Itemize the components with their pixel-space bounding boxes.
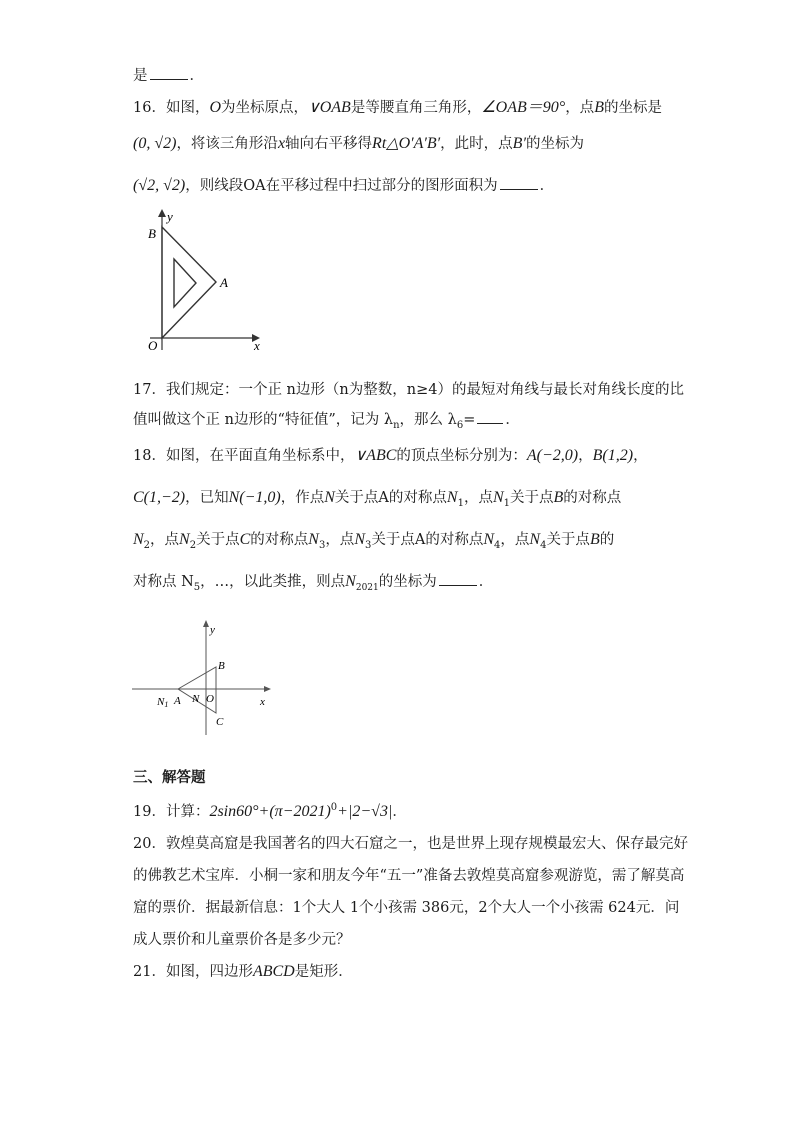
x-axis-arrow <box>264 686 271 692</box>
label-y: y <box>167 209 173 224</box>
q16-line-3: (√2, √2)，则线段OA在平移过程中扫过部分的图形面积为 ． <box>133 177 555 194</box>
label-x: x <box>260 696 265 708</box>
q17-line-2: 值叫做这个正 n边形的“特征值”，记为 $\lambda_n$，那么 $\lambda_6=$ ． <box>133 412 520 431</box>
label-O: O <box>206 693 214 705</box>
answer-blank <box>150 67 188 80</box>
label-N: N <box>192 693 200 705</box>
label-C: C <box>216 716 224 728</box>
q17-line-1: 17．我们规定：一个正 n边形（n为整数，n≥4）的最短对角线与最长对角线长度的比 <box>133 382 684 398</box>
q16-figure <box>130 205 270 355</box>
q18-line-1: 18．如图，在平面直角坐标系中，∨ABC的顶点坐标分别为：A(−2,0)，B(1,2)， <box>133 447 648 464</box>
y-axis-arrow <box>203 620 209 627</box>
answer-blank <box>500 177 538 190</box>
answer-blank <box>439 573 477 586</box>
q21-line: 21．如图，四边形ABCD是矩形． <box>133 963 353 980</box>
label-O: O <box>148 338 158 353</box>
triangle-abc <box>178 667 216 713</box>
label-A: A <box>174 695 181 707</box>
label-x: x <box>254 338 260 353</box>
q18-line-2: C(1,−2)，已知N(−1,0)，作点N关于点A的对称点$N_1$，点$N_1$关于点B的对称点 <box>133 489 622 509</box>
outer-triangle <box>162 227 216 338</box>
q20-line-4: 成人票价和儿童票价各是多少元？ <box>133 932 351 948</box>
q15-line: 是 ． <box>133 68 204 84</box>
label-B: B <box>218 660 225 672</box>
q18-line-4: 对称点 $N_5$，…，以此类推，则点$N_{2021}$的坐标为 ． <box>133 573 494 593</box>
label-B: B <box>148 226 156 241</box>
label-A: A <box>220 275 228 290</box>
label-N1: N1 <box>157 696 169 709</box>
q19-line: 19．计算：$2\sin 60^\circ+(\pi-2021)^0+|2-√3|$． <box>133 802 407 820</box>
label-y: y <box>210 624 215 636</box>
q16-line-1: 16．如图，O为坐标原点，∨OAB是等腰直角三角形，∠OAB＝90°，点B的坐标是 <box>133 99 662 116</box>
section-heading: 三、解答题 <box>133 770 206 786</box>
q20-line-3: 窟的票价．据最新信息：1个大人 1个小孩需 386元，2个大人一个小孩需 624元．问 <box>133 900 680 916</box>
answer-blank <box>477 411 503 424</box>
q20-line-1: 20．敦煌莫高窟是我国著名的四大石窟之一，也是世界上现存规模最宏大、保存最完好 <box>133 836 688 852</box>
q20-line-2: 的佛教艺术宝库．小桐一家和朋友今年“五一”准备去敦煌莫高窟参观游览，需了解莫高 <box>133 868 685 884</box>
y-axis-arrow <box>158 209 166 217</box>
q16-line-2: (0, √2)，将该三角形沿x轴向右平移得Rt△O′A′B′，此时，点B′的坐标为 <box>133 135 584 152</box>
q18-line-3: $N_2$，点$N_2$关于点C的对称点$N_3$，点$N_3$关于点A的对称点$N_4$，点$N_4$关于点B的 <box>133 531 615 551</box>
q18-figure <box>130 615 280 740</box>
inner-triangle <box>174 259 196 307</box>
